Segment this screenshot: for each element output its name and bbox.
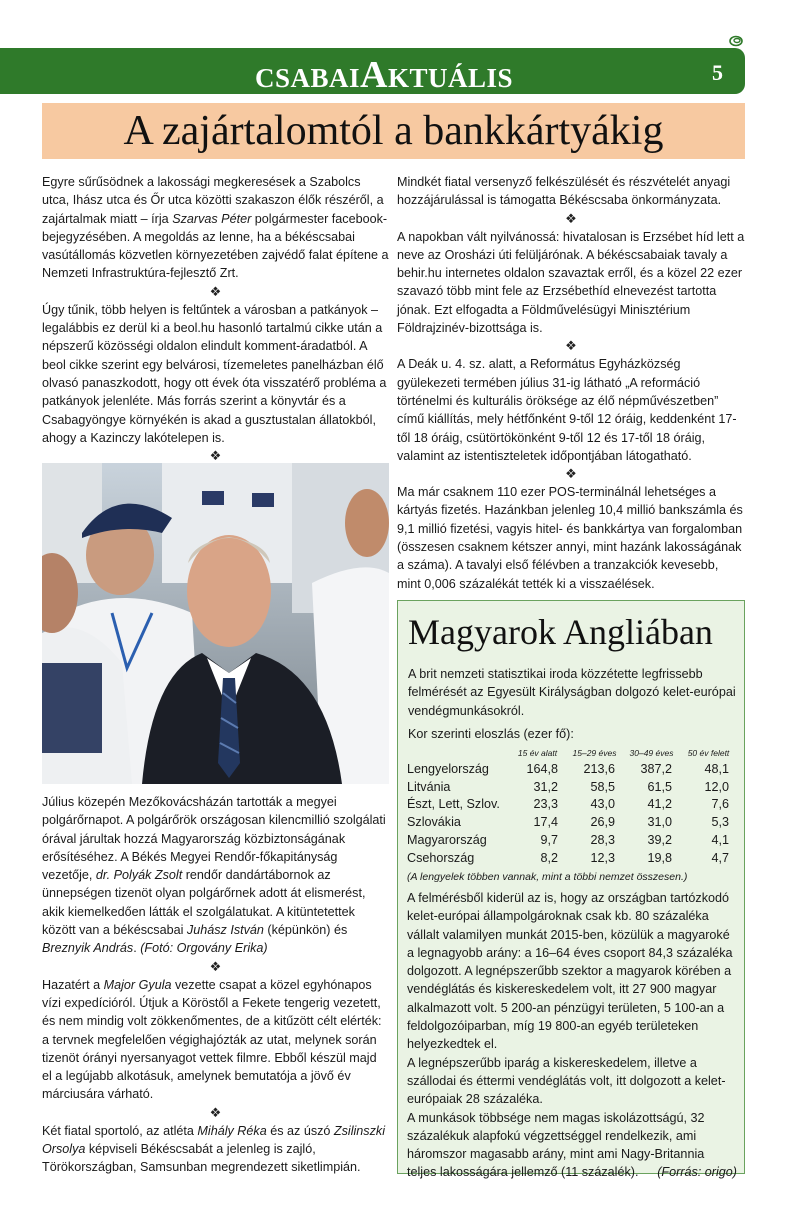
photo-polgarorok [42,463,389,784]
separator-icon: ❖ [565,210,577,226]
table-header-row [407,746,737,760]
headline: A zajártalomtól a bankkártyákig [123,108,664,154]
source-credit: (Forrás: origo) [657,1165,737,1180]
swirl-ornament-icon [729,35,743,47]
column-header: 15–29 éves [572,748,617,758]
column-header: 50 év felett [687,748,730,758]
table-row: Csehország 8,2 12,3 19,8 4,7 [407,850,729,865]
box-text [407,889,737,1182]
article-zaj: Egyre sűrűsödnek a lakossági megkeresések a Szabolcs utca, Ihász utca és Őr utca közötti szakaszon élők részéről, a zajártalmak miatt – írja Szarvas Péter polgármester facebook-bejegyzésében. A megoldás az lenne, ha a békéscsabai vasútállomás közvetlen környezetében zajvédő falat építene a Nemzeti Infrastruktúra-fejlesztő Zrt. [42,175,389,281]
left-column-bottom [42,793,389,1177]
article-bankkartya: Ma már csaknem 110 ezer POS-terminálnál lehetséges a kártyás fizetés. Hazánkban jelenleg 10,4 millió bankszámla és 9,1 millió fizetési, vagyis hitel- és bankkártya van forgalomban (összesen csaknem kétszer annyi, mint hazánk lakosságának a száma). A tavalyi első félévben a tranzakciók kevesebb, mint 0,006 százalékát tették ki a visszaélések. [397,485,743,591]
table-row: Észt, Lett, Szlov. 23,3 43,0 41,2 7,6 [407,797,729,812]
separator-icon: ❖ [209,448,222,464]
box-paragraph: A legnépszerűbb iparág a kiskereskedelem, illetve a szállodai és éttermi vendéglátás volt, itt dolgozott a kelet-európaiak 28 százaléka. [407,1055,726,1107]
separator-icon: ❖ [209,1104,222,1120]
table-row: Litvánia 31,2 58,5 61,5 12,0 [407,779,729,794]
right-column [397,173,745,593]
box-intro: A brit nemzeti statisztikai iroda közzétette legfrissebb felmérését az Egyesült Királyságban dolgozó kelet-európai vendégmunkásokról. [408,667,736,718]
article-sportolok-cont: Mindkét fiatal versenyző felkészülését és részvételét anyagi hozzájárulással is támogatta Békéscsaba önkormányzata. [397,175,731,208]
table-row: Lengyelország 164,8 213,6 387,2 48,1 [407,761,729,776]
table-row: Magyarország 9,7 28,3 39,2 4,1 [407,833,729,848]
article-patkany: Úgy tűnik, több helyen is feltűntek a városban a patkányok – legalábbis ez derül ki a beol.hu hasonló tartalmú cikke után a népszerű közösségi oldalon elindult komment-áradatból. A beol cikke szerint egy belvárosi, tízemeletes panelházban élő olvasó panaszkodott, hogy ott évek óta visszatérő probléma a patkányok jelenléte. Más forrás szerint a könyvtár és a Csabagyöngye környékén is akad a gusztustalan állatokból, ahogy a Kazinczy lakótelepen is. [42,302,387,445]
column-header: 30–49 éves [629,748,674,758]
article-kiallitas: A Deák u. 4. sz. alatt, a Református Egyházközség gyülekezeti termében július 31-ig látható „A reformáció történelmi és kulturális öröksége az élő népművészetben” című kiállítás, mely hétfőnként 9-től 12 óráig, keddenként 17-től 18 óráig, csütörtökönként 9-től 12 és 17-től 18 óráig, valamint az istentiszteletek időpontjában látogatható. [397,357,737,463]
separator-icon: ❖ [209,283,222,299]
article-sportolok: Két fiatal sportoló, az atléta Mihály Réka és az úszó Zsilinszki Orsolya képviseli Békéscsabát a jelenleg is zajló, Törökországban, Samsunban megrendezett siketlimpián. [42,1123,385,1175]
table-row: Szlovákia 17,4 26,9 31,0 5,3 [407,815,729,830]
age-distribution-table [407,746,737,867]
box-title: Magyarok Angliában [408,612,713,652]
table-note: (A lengyelek többen vannak, mint a többi nemzet összesen.) [407,871,688,883]
box-paragraph: A munkások többsége nem magas iskolázottságú, 32 százalékuk alapfokú végzettséggel rendelkezik, ami háromszor magasabb arány, mint ami Nagy-Britannia teljes lakosságára jellemző (11 százalék). (Forrás: origo) [407,1109,737,1182]
photo-caption: Július közepén Mezőkovácsházán tartották a megyei polgárőrnapot. A polgárőrök országosan kilencmillió szolgálati órával járultak hozzá Magyarország közbiztonságának erősítéséhez. A Békés Megyei Rendőr-főkapitányság vezetője, dr. Polyák Zsolt rendőr dandártábornok az ünnepségen tizenöt olyan polgárőrnek adott át elismerést, akik kiemelkedően látták el szolgálatukat. A kitüntetettek között van a békéscsabai Juhász István (képünkön) és Breznyik András. (Fotó: Orgovány Erika) [42,795,386,956]
column-header: 15 év alatt [517,748,558,758]
page-number: 5 [712,60,723,85]
article-erzsebet-hid: A napokban vált nyilvánossá: hivatalosan is Erzsébet híd lett a neve az Orosházi úti felüljárónak. A békéscsabaiak tavaly a behir.hu internetes oldalon szavaztak erről, és a közel 22 ezer szavazó több mint fele az Erzsébethíd elnevezést tartotta jónak. Ezt elfogadta a Földművelésügyi Minisztérium Földrajzinév-bizottsága is. [397,229,745,336]
box-paragraph: A felmérésből kiderül az is, hogy az országban tartózkodó kelet-európai állampolgároknak csak kb. 80 százaléka vállalt valamilyen munkát 2015-ben, közülük a magyaroké a legnagyobb arány: a 16–64 éves csoport 84,3 százaléka dolgozott. A legnépszerűbb szektor a magyarok körében a vendéglátás és kiskereskedelem volt, itt 27 900 magyar alkalmazott volt. 5 200-an pénzügyi területen, 5 100-an a feldolgozóiparban, míg 19 800-an egyéb területeken helyezkedtek el. [407,891,733,1052]
separator-icon: ❖ [565,338,577,354]
masthead: CSABAIAKTUÁLIS [255,54,514,96]
separator-icon: ❖ [565,466,577,482]
table-title: Kor szerinti eloszlás (ezer fő): [408,727,574,741]
article-expedicio: Hazatért a Major Gyula vezette csapat a közel egyhónapos vízi expedícióról. Útjuk a Köröstől a Fekete tengerig vezetett, és nem mindig volt zökkenőmentes, de a kitűzött célt elérték: a tervnek megfelelően végighajózták az utat, melynek során tizenöt órányi nyersanyagot vettek filmre. Ebből készül majd el a legújabb alkotásuk, amelynek bemutatója a jövő év márciusára várható. [42,977,382,1102]
separator-icon: ❖ [209,958,222,974]
left-column-top [42,173,389,465]
